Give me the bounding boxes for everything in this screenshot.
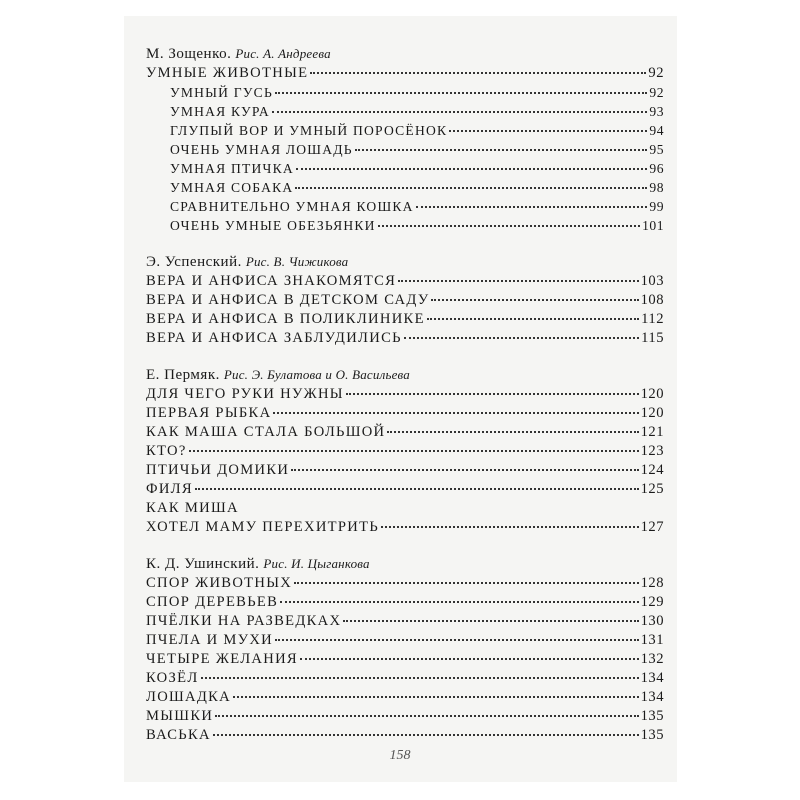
toc-section-ushinsky: [146, 555, 664, 745]
entry-page: 132: [640, 651, 664, 667]
author-name: М. Зощенко.: [146, 46, 232, 62]
entry-title: УМНЫЙ ГУСЬ: [170, 85, 273, 100]
entry-title: ДЛЯ ЧЕГО РУКИ НУЖНЫ: [146, 386, 344, 402]
toc-subentry: [146, 197, 664, 216]
author-line: [146, 253, 664, 271]
toc-entry: [146, 291, 664, 310]
toc-entry: [146, 442, 664, 461]
entry-page: 92: [649, 85, 664, 100]
dot-leader: [273, 412, 638, 414]
dot-leader: [195, 488, 639, 490]
toc-subentry: [146, 83, 664, 102]
dot-leader: [280, 601, 638, 603]
entry-title: МЫШКИ: [146, 708, 214, 724]
toc-entry: [146, 404, 664, 423]
toc-entry: [146, 329, 664, 348]
illustrator-credit: Рис. Э. Булатова и О. Васильева: [223, 367, 410, 382]
dot-leader: [387, 431, 638, 433]
entry-page: 131: [640, 632, 664, 648]
toc-entry: [146, 707, 664, 726]
dot-leader: [427, 318, 639, 320]
illustrator-credit: Рис. И. Цыганкова: [263, 556, 370, 571]
entry-title: ОЧЕНЬ УМНЫЕ ОБЕЗЬЯНКИ: [170, 218, 376, 233]
toc-entry: [146, 574, 664, 593]
entry-page: 134: [640, 689, 664, 705]
entry-page: 108: [640, 292, 664, 308]
dot-leader: [300, 658, 639, 660]
entry-page: 96: [649, 161, 664, 176]
entry-page: 98: [649, 180, 664, 195]
toc-entry: [146, 64, 664, 83]
table-of-contents: [146, 45, 664, 763]
entry-page: 99: [649, 199, 664, 214]
entry-title: СПОР ЖИВОТНЫХ: [146, 575, 293, 591]
dot-leader: [213, 734, 639, 736]
entry-title: ПТИЧЬИ ДОМИКИ: [146, 462, 290, 478]
dot-leader: [296, 168, 648, 170]
entry-title: КАК МИША: [146, 500, 239, 516]
entry-page: 101: [642, 218, 664, 233]
entry-title: СПОР ДЕРЕВЬЕВ: [146, 594, 279, 610]
entry-title: ВЕРА И АНФИСА В ПОЛИКЛИНИКЕ: [146, 311, 425, 327]
dot-leader: [416, 206, 648, 208]
entry-page: 129: [640, 594, 664, 610]
author-name: Э. Успенский.: [146, 254, 242, 270]
entry-page: 127: [640, 519, 664, 535]
author-line: [146, 366, 664, 384]
entry-title: УМНЫЕ ЖИВОТНЫЕ: [146, 65, 309, 81]
toc-entry: [146, 480, 664, 499]
entry-title: ВЕРА И АНФИСА В ДЕТСКОМ САДУ: [146, 292, 430, 308]
toc-subentry: [146, 140, 664, 159]
entry-title: УМНАЯ КУРА: [170, 104, 270, 119]
dot-leader: [355, 149, 648, 151]
toc-entry: [146, 669, 664, 688]
entry-page: 120: [640, 405, 664, 421]
toc-entry: [146, 593, 664, 612]
entry-title: КОЗЁЛ: [146, 670, 199, 686]
dot-leader: [449, 130, 647, 132]
entry-page: 120: [640, 386, 664, 402]
toc-entry: [146, 385, 664, 404]
dot-leader: [275, 639, 639, 641]
toc-section-uspensky: [146, 253, 664, 348]
author-line: [146, 555, 664, 573]
entry-page: 112: [641, 311, 664, 327]
dot-leader: [189, 450, 639, 452]
entry-title: УМНАЯ ПТИЧКА: [170, 161, 294, 176]
entry-title: ВАСЬКА: [146, 727, 211, 743]
dot-leader: [346, 393, 639, 395]
author-name: К. Д. Ушинский.: [146, 556, 260, 572]
dot-leader: [294, 582, 639, 584]
entry-title: ОЧЕНЬ УМНАЯ ЛОШАДЬ: [170, 142, 353, 157]
entry-title: ЛОШАДКА: [146, 689, 232, 705]
toc-entry: [146, 423, 664, 442]
entry-title: ФИЛЯ: [146, 481, 193, 497]
entry-title: ПЧЕЛА И МУХИ: [146, 632, 274, 648]
entry-page: 92: [648, 65, 664, 81]
dot-leader: [215, 715, 638, 717]
toc-entry-continued: [146, 499, 664, 518]
dot-leader: [310, 72, 646, 74]
author-line: [146, 45, 664, 63]
dot-leader: [272, 111, 648, 113]
page-number: 158: [389, 748, 411, 763]
entry-title: ПЧЁЛКИ НА РАЗВЕДКАХ: [146, 613, 342, 629]
dot-leader: [378, 225, 640, 227]
entry-page: 135: [640, 727, 664, 743]
entry-page: 95: [649, 142, 664, 157]
entry-title: ГЛУПЫЙ ВОР И УМНЫЙ ПОРОСЁНОК: [170, 123, 448, 138]
entry-title: КТО?: [146, 443, 187, 459]
dot-leader: [431, 299, 638, 301]
toc-entry: [146, 726, 664, 745]
toc-subentry: [146, 121, 664, 140]
toc-entry: [146, 518, 664, 537]
dot-leader: [291, 469, 638, 471]
toc-entry: [146, 631, 664, 650]
toc-subentry: [146, 159, 664, 178]
toc-entry: [146, 310, 664, 329]
entry-page: 124: [640, 462, 664, 478]
toc-entry: [146, 272, 664, 291]
toc-entry: [146, 650, 664, 669]
entry-title: ВЕРА И АНФИСА ЗНАКОМЯТСЯ: [146, 273, 397, 289]
illustrator-credit: Рис. В. Чижикова: [245, 254, 349, 269]
dot-leader: [404, 337, 639, 339]
entry-page: 123: [640, 443, 664, 459]
entry-title: ПЕРВАЯ РЫБКА: [146, 405, 272, 421]
toc-entry: [146, 688, 664, 707]
entry-page: 103: [640, 273, 664, 289]
illustrator-credit: Рис. А. Андреева: [235, 46, 331, 61]
entry-page: 125: [640, 481, 664, 497]
entry-title: УМНАЯ СОБАКА: [170, 180, 294, 195]
entry-page: 121: [640, 424, 664, 440]
toc-subentry: [146, 216, 664, 235]
toc-entry: [146, 612, 664, 631]
entry-page: 128: [640, 575, 664, 591]
entry-page: 94: [649, 123, 664, 138]
entry-page: 134: [640, 670, 664, 686]
entry-page: 130: [640, 613, 664, 629]
dot-leader: [275, 92, 647, 94]
dot-leader: [343, 620, 638, 622]
entry-page: 135: [640, 708, 664, 724]
dot-leader: [201, 677, 639, 679]
toc-entry: [146, 461, 664, 480]
entry-page: 115: [641, 330, 664, 346]
dot-leader: [295, 187, 647, 189]
entry-page: 93: [649, 104, 664, 119]
entry-title: ВЕРА И АНФИСА ЗАБЛУДИЛИСЬ: [146, 330, 402, 346]
entry-title: ЧЕТЫРЕ ЖЕЛАНИЯ: [146, 651, 298, 667]
toc-section-zoshchenko: [146, 45, 664, 235]
dot-leader: [398, 280, 638, 282]
toc-subentry: [146, 102, 664, 121]
toc-subentry: [146, 178, 664, 197]
entry-title: КАК МАША СТАЛА БОЛЬШОЙ: [146, 424, 386, 440]
dot-leader: [381, 526, 639, 528]
entry-title: ХОТЕЛ МАМУ ПЕРЕХИТРИТЬ: [146, 519, 380, 535]
dot-leader: [233, 696, 639, 698]
toc-section-permyak: [146, 366, 664, 537]
author-name: Е. Пермяк.: [146, 367, 220, 383]
entry-title: СРАВНИТЕЛЬНО УМНАЯ КОШКА: [170, 199, 414, 214]
